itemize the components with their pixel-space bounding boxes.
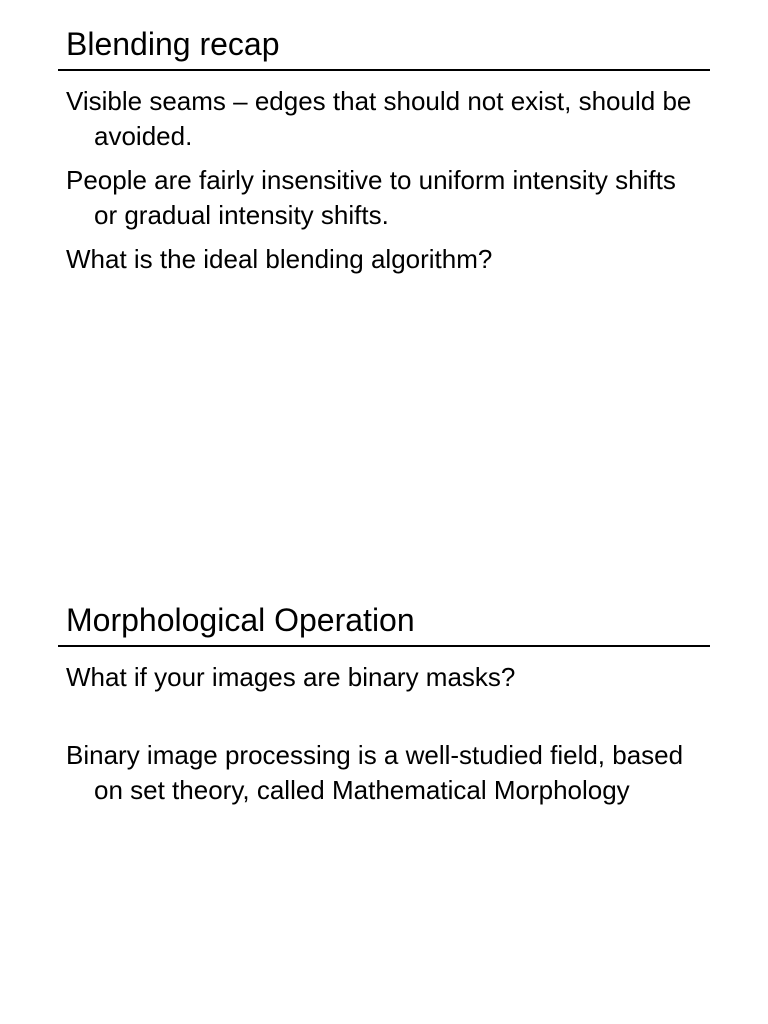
bullet-item: What is the ideal blending algorithm? xyxy=(66,244,493,274)
title-divider xyxy=(58,645,710,647)
title-divider xyxy=(58,69,710,71)
bullet-item: Binary image processing is a well-studied field, based on set theory, called Mathematical Morphology xyxy=(66,740,684,805)
slide-title: Blending recap xyxy=(66,26,280,62)
bullet-item: What if your images are binary masks? xyxy=(66,662,516,692)
bullet-list xyxy=(66,84,706,286)
bullet-item: People are fairly insensitive to uniform intensity shifts or gradual intensity shifts. xyxy=(66,165,676,230)
slide-title: Morphological Operation xyxy=(66,602,415,638)
bullet-list xyxy=(66,660,706,817)
bullet-item: Visible seams – edges that should not exist, should be avoided. xyxy=(66,86,692,151)
